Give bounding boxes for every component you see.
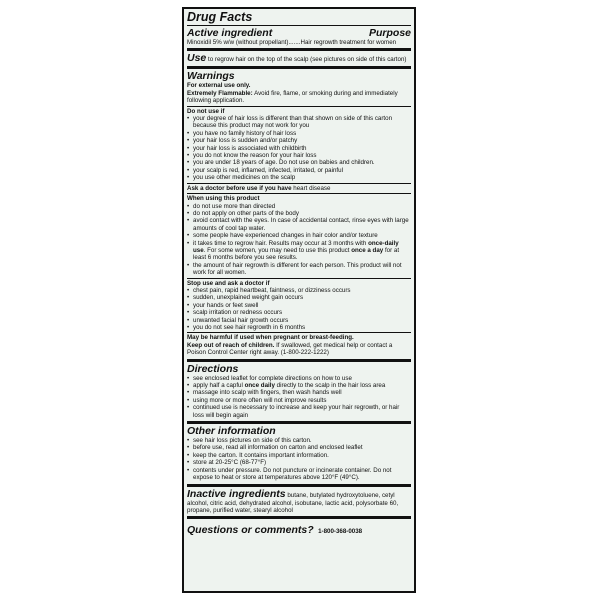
list-item: • your hair loss is associated with childbirth (187, 145, 411, 152)
regrow-text-d: for at least 6 months before you see results. (193, 246, 400, 262)
do-not-use-heading: Do not use if (187, 107, 225, 115)
list-item: • your scalp is red, inflamed, infected, irritated, or painful (187, 167, 411, 174)
reach-warning (187, 342, 411, 357)
list-item: • continued use is necessary to increase and keep your hair regrowth, or hair loss will begin again (187, 404, 411, 419)
flammable-warning (187, 90, 411, 105)
list-item: • massage into scalp with fingers, then wash hands well (187, 389, 411, 396)
when-using-list (187, 203, 411, 277)
list-item: • unwanted facial hair growth occurs (187, 317, 411, 324)
list-item: • you do not know the reason for your hair loss (187, 152, 411, 159)
list-item: • chest pain, rapid heartbeat, faintness, or dizziness occurs (187, 287, 411, 294)
list-item: • your hair loss is sudden and/or patchy (187, 137, 411, 144)
use-heading: Use (187, 52, 207, 65)
list-item: • do not apply on other parts of the body (187, 210, 411, 217)
apply-text-a: apply half a capful (193, 382, 243, 390)
drug-facts-label (182, 7, 416, 593)
ask-doctor-text: heart disease (293, 184, 331, 192)
inactive-ingredients-line (187, 488, 411, 515)
reach-text: If swallowed, get medical help or contact a Poison Control Center right away. (1-800-222-1222) (187, 341, 393, 357)
use-line (187, 52, 411, 64)
stop-use-block (187, 278, 411, 332)
list-item: • you use other medicines on the scalp (187, 174, 411, 181)
flammable-label: Extremely Flammable: (187, 89, 253, 97)
list-item: • avoid contact with the eyes. In case of accidental contact, rinse eyes with large amounts of cool tap water. (187, 217, 411, 232)
list-item: • before use, read all information on carton and enclosed leaflet (187, 444, 411, 451)
list-item-regrow-time (187, 240, 411, 262)
stop-use-list (187, 287, 411, 331)
warnings-heading: Warnings (187, 70, 235, 83)
purpose-heading: Purpose (368, 27, 411, 39)
questions-section (187, 519, 411, 540)
other-information-heading: Other information (187, 425, 276, 438)
purpose-text: Hair regrowth treatment for women (300, 39, 397, 46)
list-item: • keep the carton. It contains important information. (187, 452, 411, 459)
questions-line (187, 520, 411, 538)
active-ingredient-heading: Active ingredient (187, 27, 273, 39)
list-item: • using more or more often will not improve results (187, 397, 411, 404)
regrow-bold-2: once a day (351, 246, 384, 254)
list-item: • see hair loss pictures on side of this carton. (187, 437, 411, 444)
list-item: • store at 20-25°C (68-77°F) (187, 459, 411, 466)
regrow-text-c: . For some women, you may need to use this product (203, 246, 350, 254)
list-item: • some people have experienced changes in hair color and/or texture (187, 232, 411, 239)
reach-label: Keep out of reach of children. (187, 341, 275, 349)
list-item: • you do not see hair regrowth in 6 months (187, 324, 411, 331)
ask-doctor-label: Ask a doctor before use if you have (187, 184, 292, 192)
other-information-section (187, 424, 411, 486)
use-section (187, 51, 411, 69)
do-not-use-list (187, 115, 411, 182)
ingredient-text: Minoxidil 5% w/w (without propellant) (187, 39, 289, 46)
external-use-text: For external use only. (187, 82, 251, 90)
drug-facts-title: Drug Facts (187, 10, 411, 26)
directions-list (187, 375, 411, 419)
directions-section (187, 362, 411, 424)
inactive-ingredients-heading: Inactive ingredients (187, 487, 286, 500)
when-using-heading: When using this product (187, 195, 260, 203)
other-information-list (187, 437, 411, 481)
pregnancy-warning: May be harmful if used when pregnant or breast-feeding. (187, 334, 354, 342)
regrow-text-a: it takes time to regrow hair. Results may occur at 3 months with (193, 239, 367, 247)
flammable-text: Avoid fire, flame, or smoking during and immediately following application. (187, 89, 398, 105)
list-item: • you have no family history of hair loss (187, 130, 411, 137)
inactive-ingredients-section (187, 487, 411, 520)
when-using-block (187, 193, 411, 276)
regrow-bold-1: once-daily use (193, 239, 399, 254)
apply-bold: once daily (244, 382, 275, 390)
list-item: • do not use more than directed (187, 203, 411, 210)
list-item: • sudden, unexplained weight gain occurs (187, 294, 411, 301)
list-item: • your hands or feet swell (187, 302, 411, 309)
directions-heading: Directions (187, 362, 239, 375)
apply-text-c: directly to the scalp in the hair loss area (276, 382, 386, 390)
stop-use-heading: Stop use and ask a doctor if (187, 279, 270, 287)
active-ingredient-section (187, 26, 411, 51)
warnings-section (187, 69, 411, 361)
list-item: • contents under pressure. Do not puncture or incinerate container. Do not expose to heat or store at temperatures above 120°F (49°C). (187, 467, 411, 482)
use-text: to regrow hair on the top of the scalp (see pictures on side of this carton) (208, 56, 407, 64)
list-item: • the amount of hair regrowth is different for each person. This product will not work for all women. (187, 262, 411, 277)
inactive-ingredients-text: butane, butylated hydroxytoluene, cetyl alcohol, citric acid, dehydrated alcohol, isobutane, lactic acid, polysorbate 60, propane, purified water, stearyl alcohol (187, 491, 399, 514)
list-item: • scalp irritation or redness occurs (187, 309, 411, 316)
ask-doctor-block (187, 183, 411, 192)
list-item: • see enclosed leaflet for complete directions on how to use (187, 375, 411, 382)
active-ingredient-line (187, 39, 411, 46)
ingredient-dots: ....... (288, 39, 301, 46)
active-heading-row (187, 27, 411, 39)
do-not-use-block (187, 106, 411, 182)
pregnancy-block (187, 332, 411, 356)
questions-phone: 1-800-368-0038 (318, 528, 363, 536)
list-item: • your degree of hair loss is different than that shown on side of this carton because this product may not work for you (187, 115, 411, 130)
list-item-apply (187, 382, 411, 389)
list-item: • you are under 18 years of age. Do not use on babies and children. (187, 159, 411, 166)
questions-heading: Questions or comments? (187, 524, 314, 537)
